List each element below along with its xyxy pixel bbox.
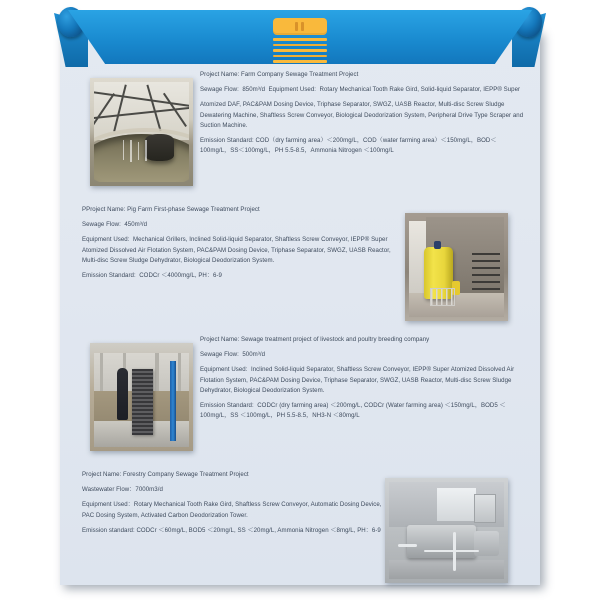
record-line: Emission Standard: COD（dry farming area）＜200mg/L，COD（water farming area）＜150mg/L，BOD＜100mg/L，SS＜100mg/L，PH 5.5-8.5，Ammonia Nitrogen ＜100mg/L: [200, 137, 497, 155]
ribbon-body: [68, 10, 532, 64]
record-pig-farm-first-phase: [60, 205, 540, 350]
window: [437, 488, 476, 521]
record-line: Sewage Flow: 850m³/d Equipment Used: Rotary Mechanical Tooth Rake Gird, Solid-liquid Separator, IEPP® Super: [200, 86, 521, 94]
record-line: Sewage Flow: 450m³/d: [82, 221, 148, 229]
photo-stainless-equipment: [385, 478, 508, 583]
record-line: PProject Name: Pig Farm First-phase Sewage Treatment Project: [82, 206, 260, 213]
record-text-block: [200, 335, 526, 426]
photo-frame: [94, 347, 189, 447]
header-ribbon-banner: [40, 5, 560, 67]
page-content: [60, 30, 540, 585]
record-text-block: [82, 205, 398, 286]
record-line: Equipment Used: Mechanical Grillers, Inclined Solid-liquid Separator, Shaftless Screw Conveyor, IEPP® Super Atomized Dissolved Air Flotation System, PAC&PAM Dosing Device, Triphase Separator, SWGZ, UASB Reactor, Multi-disc Screw Sludge Dehydrator, Biological Deodorization System.: [82, 236, 393, 264]
photo-frame: [389, 482, 504, 579]
book-page: [273, 55, 327, 57]
fence-post: [178, 353, 182, 395]
record-line: Project Name: Forestry Company Sewage Treatment Project: [82, 471, 249, 478]
record-line: Wastewater Flow：7000m3/d: [82, 486, 163, 494]
fence-post: [155, 353, 159, 395]
photo-frame: [409, 217, 504, 317]
water-fall: [145, 140, 147, 161]
record-line: Equipment Used: Inclined Solid-liquid Separator, Shaftless Screw Conveyor, IEPP® Super Atomized Dissolved Air Flotation System, PAC&PAM Dosing Device, Triphase Separator, SWGZ, UASB Reactor, Multi-disc Screw Sludge Dehydrator, Biological Deodorization System.: [200, 366, 516, 394]
record-line: Emission Standard: CODCr (dry farming area) ＜200mg/L, CODCr (Water farming area) ＜150mg/L，BOD5 ＜100mg/L，SS ＜100mg/L，PH 5.5-8.5，NH3-N ＜80mg/L: [200, 402, 506, 420]
book-page: [273, 38, 327, 41]
book-cover: [273, 18, 327, 35]
photo-circular-clarifier: [90, 78, 193, 186]
stainless-tank-main: [407, 525, 476, 558]
photo-bar-screen-worker: [90, 343, 193, 451]
record-line: Sewage Flow: 500m³/d: [200, 351, 266, 359]
water-fall: [123, 140, 125, 160]
book-page: [273, 60, 327, 63]
photo-frame: [94, 82, 189, 182]
record-line: Emission standard: CODCr ＜60mg/L, BOD5 ＜20mg/L, SS ＜20mg/L, Ammonia Nitrogen ＜8mg/L, PH：6-9: [82, 526, 381, 534]
document-page: [60, 30, 540, 585]
worker-figure: [117, 368, 128, 420]
record-line: Project Name: Farm Company Sewage Treatment Project: [200, 71, 359, 78]
record-line: Equipment Used：Rotary Mechanical Tooth Rake Gird, Shaftless Screw Conveyor, Automatic Dosing Device, PAC Dosing System, Activated Carbon Deodorization Tower.: [82, 501, 384, 519]
water-fall: [138, 142, 140, 160]
stacked-books-icon: [273, 18, 327, 68]
record-line: Project Name: Sewage treatment project of livestock and poultry breeding company: [200, 336, 430, 343]
record-forestry-company: [60, 470, 540, 585]
fence-post: [100, 353, 104, 395]
center-drum: [145, 134, 174, 161]
tank-basin: [94, 134, 189, 182]
record-text-block: [200, 70, 526, 161]
mechanical-bar-screen: [132, 369, 153, 435]
book-page: [273, 44, 327, 46]
record-text-block: [82, 470, 382, 541]
water-fall: [130, 140, 132, 162]
record-livestock-poultry-breeding: [60, 335, 540, 485]
agitator-motor: [434, 241, 442, 249]
record-farm-company: [60, 70, 540, 220]
equipment-cage: [430, 288, 455, 306]
pipe: [398, 544, 416, 547]
photo-yellow-dosing-tank: [405, 213, 508, 321]
plant-floor: [389, 560, 504, 579]
book-page: [273, 49, 327, 52]
record-line: Emission Standard: CODCr ＜4000mg/L, PH：6-9: [82, 272, 222, 280]
record-line: Atomized DAF, PAC&PAM Dosing Device, Triphase Separator, SWGZ, UASB Reactor, Multi-disc Screw Sludge Dewatering Machine, Shaftless Screw Conveyor, Biological Deodorization System, Peripheral Drive Type Scraper and Suction Machine.: [200, 101, 525, 129]
pipe-rack: [472, 253, 501, 295]
blue-support-post: [170, 361, 176, 441]
control-panel: [474, 494, 496, 523]
